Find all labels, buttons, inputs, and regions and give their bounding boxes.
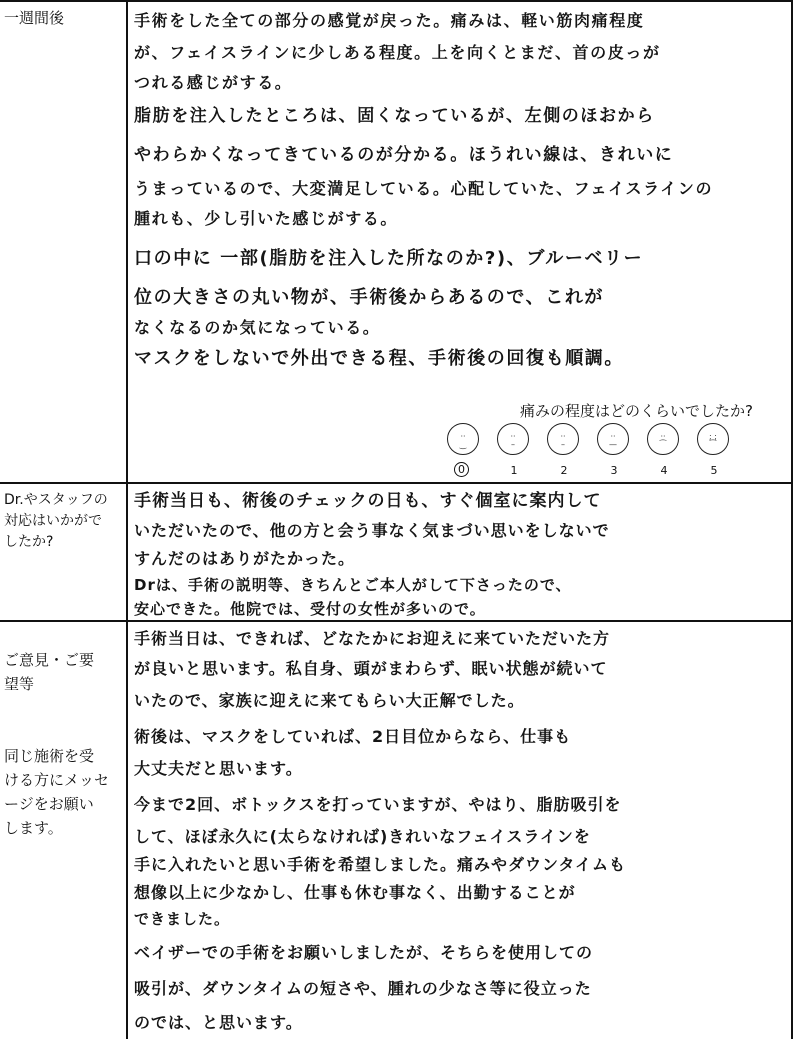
face-1-icon: ·· – — [497, 423, 529, 455]
pain-scale-question: 痛みの程度はどのくらいでしたか? — [520, 402, 753, 420]
handwriting-line: のでは、と思います。 — [134, 1013, 303, 1032]
handwriting-line: つれる感じがする。 — [134, 73, 293, 92]
handwriting-line: いたので、家族に迎えに来てもらい大正解でした。 — [134, 691, 525, 710]
label-line: Dr.やスタッフの — [4, 492, 108, 508]
face-5-icon: ; ; ⁀ — [697, 423, 729, 455]
handwriting-line: マスクをしないで外出できる程、手術後の回復も順調。 — [134, 348, 624, 369]
section-label-message — [4, 744, 109, 840]
handwriting-line: なくなるのか気になっている。 — [134, 318, 381, 337]
handwriting-line: 腫れも、少し引いた感じがする。 — [134, 209, 399, 228]
section-label-one-week-after — [4, 6, 64, 30]
handwriting-line: Drは、手術の説明等、きちんとご本人がして下さったので、 — [134, 576, 572, 594]
pain-level-3: 3 — [610, 464, 618, 477]
handwriting-line: 手術当日は、できれば、どなたかにお迎えに来ていただいた方 — [134, 629, 611, 648]
handwriting-line: やわらかくなってきているのが分かる。ほうれい線は、きれいに — [134, 145, 674, 165]
label-line: ージをお願い — [4, 795, 94, 813]
table-top-border — [0, 0, 793, 2]
handwriting-line: 手術をした全ての部分の感覚が戻った。痛みは、軽い筋肉痛程度 — [134, 11, 645, 30]
column-divider — [126, 0, 128, 1039]
section-label-staff-response — [4, 490, 108, 553]
label-line: 一週間後 — [4, 9, 65, 27]
row-divider-1 — [0, 482, 793, 484]
handwriting-line: 脂肪を注入したところは、固くなっているが、左側のほおから — [134, 106, 655, 126]
handwriting-line: 安心できた。他院では、受付の女性が多いので。 — [134, 600, 486, 618]
label-line: 望等 — [4, 675, 35, 693]
label-line: 同じ施術を受 — [4, 747, 95, 765]
pain-level-1: 1 — [510, 464, 518, 477]
handwriting-line: 大丈夫だと思います。 — [134, 759, 303, 778]
handwriting-line: すんだのはありがたかった。 — [134, 549, 356, 568]
handwriting-line: 手術当日も、術後のチェックの日も、すぐ個室に案内して — [134, 491, 602, 511]
row-divider-2 — [0, 620, 793, 622]
label-line: します。 — [4, 819, 63, 837]
pain-level-4: 4 — [660, 464, 668, 477]
label-line: 対応はいかがで — [4, 513, 102, 529]
handwriting-line: 手に入れたいと思い手術を希望しました。痛みやダウンタイムも — [134, 855, 627, 874]
pain-level-5: 5 — [710, 464, 718, 477]
handwriting-line: 今まで2回、ボトックスを打っていますが、やはり、脂肪吸引を — [134, 795, 622, 814]
handwriting-line: が、フェイスラインに少しある程度。上を向くとまだ、首の皮っが — [134, 43, 661, 62]
face-0-icon: ·· ‿ — [447, 423, 479, 455]
handwriting-line: が良いと思います。私自身、頭がまわらず、眠い状態が続いて — [134, 659, 608, 678]
pain-level-0-selected: 0 — [454, 462, 469, 477]
handwriting-line: できました。 — [134, 910, 231, 928]
handwriting-line: して、ほぼ永久に(太らなければ)きれいなフェイスラインを — [134, 827, 591, 846]
face-2-icon: ·· – — [547, 423, 579, 455]
face-4-icon: ·· ⁀ — [647, 423, 679, 455]
table-right-border — [791, 0, 793, 1039]
label-line: したか? — [4, 534, 54, 550]
pain-level-2: 2 — [560, 464, 568, 477]
label-line: ける方にメッセ — [4, 771, 110, 789]
handwriting-line: 口の中に 一部(脂肪を注入した所なのか?)、ブルーベリー — [134, 248, 644, 269]
handwriting-line: 術後は、マスクをしていれば、2日目位からなら、仕事も — [134, 727, 572, 746]
section-label-opinions — [4, 648, 94, 696]
handwriting-line: いただいたので、他の方と会う事なく気まづい思いをしないで — [134, 521, 610, 540]
label-line: ご意見・ご要 — [4, 651, 95, 669]
handwriting-line: うまっているので、大変満足している。心配していた、フェイスラインの — [134, 179, 714, 198]
handwriting-line: 吸引が、ダウンタイムの短さや、腫れの少なさ等に役立った — [134, 979, 592, 998]
handwriting-line: ベイザーでの手術をお願いしましたが、そちらを使用しての — [134, 943, 594, 962]
face-3-icon: ·· — — [597, 423, 629, 455]
handwriting-line: 想像以上に少なかし、仕事も休む事なく、出勤することが — [134, 883, 576, 902]
handwriting-line: 位の大きさの丸い物が、手術後からあるので、これが — [134, 287, 605, 308]
